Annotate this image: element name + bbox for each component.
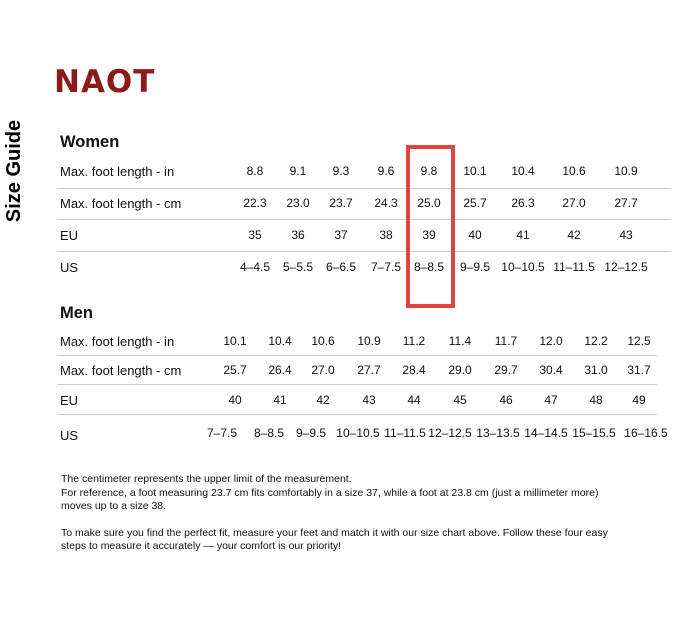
size-cell: 24.3	[374, 196, 398, 210]
size-cell: 12.0	[539, 334, 563, 348]
row-label: Max. foot length - in	[60, 164, 175, 179]
size-cell: 15–15.5	[572, 426, 616, 440]
size-cell: 9.1	[289, 164, 307, 178]
size-cell: 10.4	[511, 164, 535, 178]
size-cell: 16–16.5	[624, 426, 668, 440]
size-cell: 39	[422, 228, 436, 242]
size-cell: 6–6.5	[325, 260, 357, 274]
row-divider	[57, 219, 671, 220]
size-cell: 7–7.5	[206, 426, 238, 440]
note-paragraph-2: To make sure you find the perfect fit, measure your feet and match it with our size chart above. Follow these four easy steps to measure it accurately — your comfort is our priority!	[61, 526, 608, 552]
size-cell: 31.7	[627, 363, 651, 377]
size-cell: 10.6	[311, 334, 335, 348]
size-cell: 30.4	[539, 363, 563, 377]
size-cell: 47	[544, 393, 558, 407]
size-cell: 27.0	[311, 363, 335, 377]
size-cell: 43	[619, 228, 633, 242]
size-cell: 25.7	[463, 196, 487, 210]
size-cell: 41	[273, 393, 287, 407]
size-cell: 40	[468, 228, 482, 242]
row-label: US	[60, 428, 79, 443]
size-cell: 43	[362, 393, 376, 407]
size-cell: 9.8	[420, 164, 438, 178]
size-cell: 26.3	[511, 196, 535, 210]
size-cell: 8–8.5	[253, 426, 285, 440]
note-paragraph-1	[61, 473, 621, 514]
women-row-us	[57, 253, 670, 283]
size-cell: 46	[499, 393, 513, 407]
size-cell: 40	[228, 393, 242, 407]
size-cell: 27.7	[357, 363, 381, 377]
size-cell: 5–5.5	[282, 260, 314, 274]
size-cell: 12–12.5	[604, 260, 648, 274]
size-cell: 12.2	[584, 334, 608, 348]
size-cell: 35	[248, 228, 262, 242]
size-guide-title: Size Guide	[3, 119, 25, 223]
men-row-us	[57, 421, 670, 451]
size-cell: 11.7	[494, 334, 518, 348]
size-cell: 10.1	[463, 164, 487, 178]
row-divider	[57, 188, 671, 189]
men-row-in	[57, 327, 670, 357]
size-cell: 27.0	[562, 196, 586, 210]
size-cell: 42	[316, 393, 330, 407]
size-cell: 26.4	[268, 363, 292, 377]
size-cell: 11.4	[448, 334, 472, 348]
size-cell: 10.9	[614, 164, 638, 178]
size-cell: 9.3	[332, 164, 350, 178]
size-cell: 37	[334, 228, 348, 242]
size-cell: 14–14.5	[524, 426, 568, 440]
size-cell: 10–10.5	[501, 260, 545, 274]
row-label: Max. foot length - in	[60, 334, 175, 349]
size-cell: 10–10.5	[336, 426, 380, 440]
size-notes	[61, 473, 621, 567]
size-cell: 7–7.5	[370, 260, 402, 274]
size-cell: 27.7	[614, 196, 638, 210]
size-cell: 23.7	[329, 196, 353, 210]
selected-size-highlight	[406, 145, 455, 308]
size-cell: 4–4.5	[239, 260, 271, 274]
size-cell: 49	[632, 393, 646, 407]
size-cell: 29.7	[494, 363, 518, 377]
note-line-2: For reference, a foot measuring 23.7 cm fits comfortably in a size 37, while a foot at 23.8 cm (just a millimeter more) moves up to a size 38.	[61, 486, 599, 512]
women-section-title: Women	[60, 133, 120, 151]
size-cell: 28.4	[402, 363, 426, 377]
size-cell: 41	[516, 228, 530, 242]
size-cell: 11.2	[402, 334, 426, 348]
naot-logo	[54, 62, 155, 102]
size-cell: 25.7	[223, 363, 247, 377]
size-cell: 23.0	[286, 196, 310, 210]
men-section-title: Men	[60, 304, 93, 322]
size-cell: 31.0	[584, 363, 608, 377]
size-cell: 22.3	[243, 196, 267, 210]
size-cell: 11–11.5	[384, 426, 426, 440]
size-cell: 12–12.5	[428, 426, 472, 440]
size-cell: 10.9	[357, 334, 381, 348]
size-cell: 9–9.5	[459, 260, 491, 274]
size-cell: 36	[291, 228, 305, 242]
row-label: Max. foot length - cm	[60, 196, 182, 211]
size-cell: 48	[589, 393, 603, 407]
row-divider	[57, 251, 671, 252]
size-cell: 8–8.5	[413, 260, 445, 274]
row-label: Max. foot length - cm	[60, 363, 182, 378]
size-cell: 45	[453, 393, 467, 407]
logo-text: NAOT	[54, 63, 156, 100]
women-row-eu	[57, 221, 670, 251]
size-cell: 11–11.5	[553, 260, 595, 274]
size-cell: 13–13.5	[476, 426, 520, 440]
men-row-cm	[57, 356, 670, 386]
note-line-1: The centimeter represents the upper limit of the measurement.	[61, 473, 352, 485]
size-cell: 29.0	[448, 363, 472, 377]
row-divider	[57, 384, 657, 385]
size-cell: 25.0	[417, 196, 441, 210]
row-divider	[57, 414, 657, 415]
size-cell: 9–9.5	[295, 426, 327, 440]
size-cell: 38	[379, 228, 393, 242]
women-row-cm	[57, 189, 670, 219]
size-cell: 10.4	[268, 334, 292, 348]
row-label: EU	[60, 228, 79, 243]
size-cell: 10.6	[562, 164, 586, 178]
size-cell: 12.5	[627, 334, 651, 348]
row-label: EU	[60, 393, 79, 408]
size-cell: 8.8	[246, 164, 264, 178]
size-cell: 44	[407, 393, 421, 407]
row-divider	[57, 355, 657, 356]
size-cell: 9.6	[377, 164, 395, 178]
row-label: US	[60, 260, 79, 275]
size-cell: 10.1	[223, 334, 247, 348]
men-row-eu	[57, 386, 670, 416]
women-row-in	[57, 157, 670, 187]
size-cell: 42	[567, 228, 581, 242]
